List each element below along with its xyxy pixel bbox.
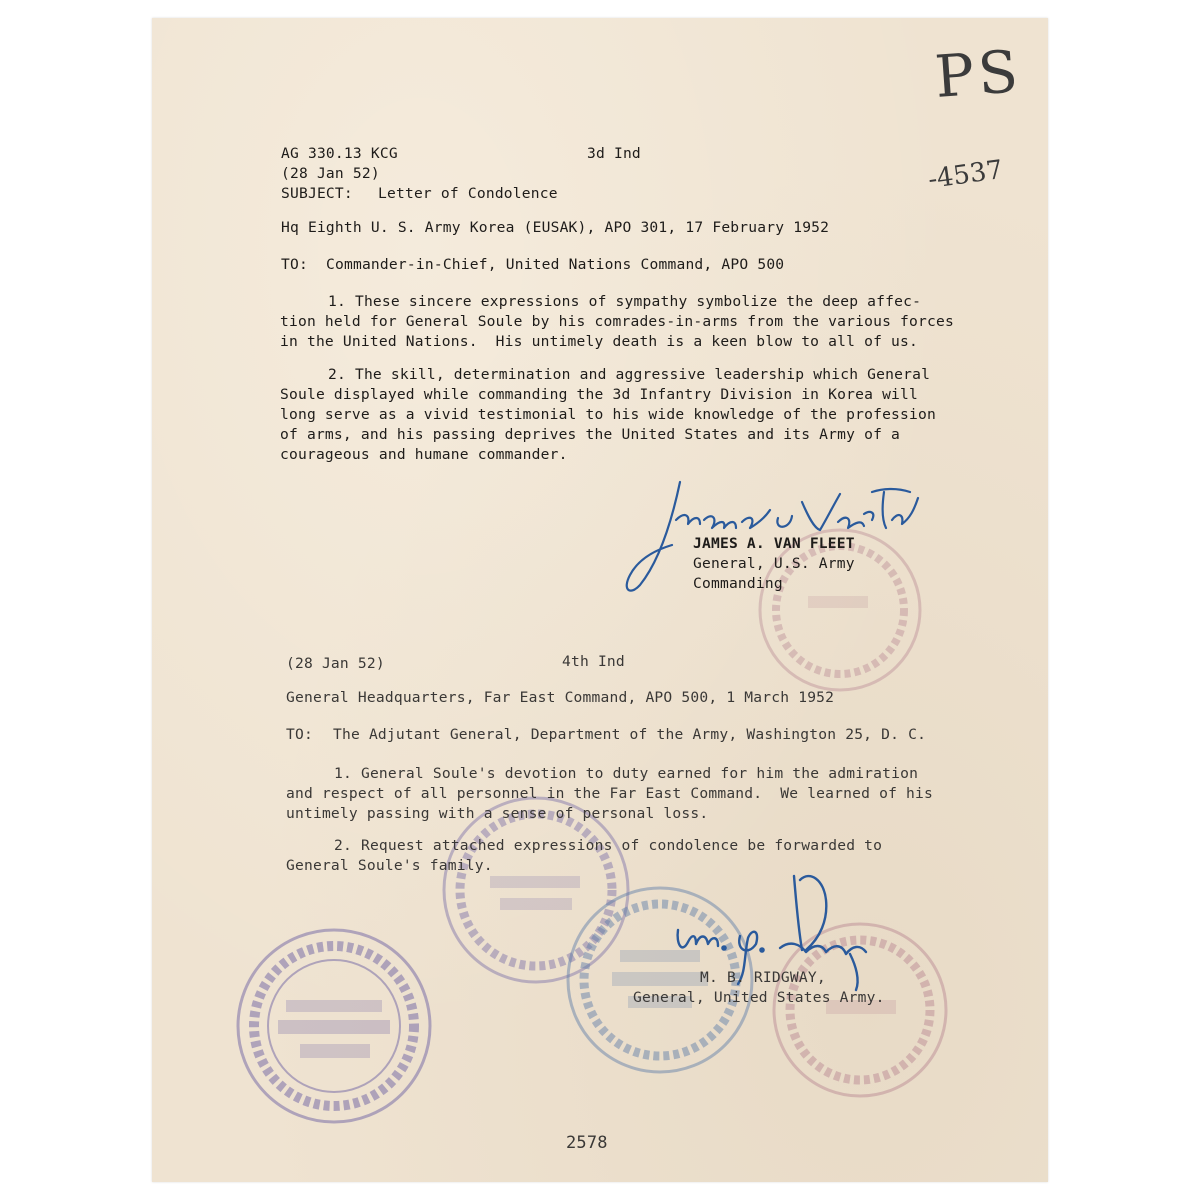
ind4-p1-line: 1. General Soule's devotion to duty earned for him the admiration (334, 765, 919, 782)
subject-value: Letter of Condolence (378, 185, 558, 202)
ind4-signature-text (700, 900, 781, 920)
ind4-p1-line: untimely passing with a sense of personal loss. (286, 805, 709, 822)
ind4-signer-rank: General, United States Army. (633, 989, 885, 1006)
ind3-p1-line: tion held for General Soule by his comrades-in-arms from the various forces (280, 313, 954, 330)
subject-label: SUBJECT: (281, 185, 353, 202)
ind4-date: (28 Jan 52) (286, 655, 385, 672)
ind4-signer-name: M. B. RIDGWAY, (700, 969, 826, 986)
ind3-p2-line: courageous and humane commander. (280, 446, 568, 463)
ind3-signer-rank: General, U.S. Army (693, 555, 855, 572)
ind3-p1-line: 1. These sincere expressions of sympathy symbolize the deep affec- (328, 293, 922, 310)
page-number: 2578 (566, 1133, 608, 1153)
ind3-p1-line: in the United Nations. His untimely death is a keen blow to all of us. (280, 333, 919, 350)
ind3-origin: Hq Eighth U. S. Army Korea (EUSAK), APO 301, 17 February 1952 (281, 219, 830, 236)
ind3-to-label: TO: (281, 256, 308, 273)
reference-line: AG 330.13 KCG (281, 145, 398, 162)
file-number: -4537 (926, 154, 1005, 196)
ind4-p1-line: and respect of all personnel in the Far East Command. We learned of his (286, 785, 934, 802)
ind4-p2-line: 2. Request attached expressions of condolence be forwarded to (334, 837, 883, 854)
corner-mark: PS (932, 37, 1025, 111)
ind4-to-label: TO: (286, 726, 313, 743)
ind3-p2-line: 2. The skill, determination and aggressive leadership which General (328, 366, 931, 383)
ind3-to-value: Commander-in-Chief, United Nations Command, APO 500 (326, 256, 785, 273)
ind4-p2-line: General Soule's family. (286, 857, 493, 874)
ind4-origin: General Headquarters, Far East Command, APO 500, 1 March 1952 (286, 689, 835, 706)
ind3-signer-title: Commanding (693, 575, 783, 592)
ind3-signer-name: JAMES A. VAN FLEET (693, 535, 855, 552)
ind3-label: 3d Ind (587, 145, 641, 162)
ind3-p2-line: Soule displayed while commanding the 3d Infantry Division in Korea will (280, 386, 919, 403)
ind3-p2-line: long serve as a vivid testimonial to his wide knowledge of the profession (280, 406, 936, 423)
ind3-p2-line: of arms, and his passing deprives the United States and its Army of a (280, 426, 901, 443)
ind3-date: (28 Jan 52) (281, 165, 380, 182)
ind4-to-value: The Adjutant General, Department of the Army, Washington 25, D. C. (333, 726, 927, 743)
ind4-label: 4th Ind (562, 653, 625, 670)
